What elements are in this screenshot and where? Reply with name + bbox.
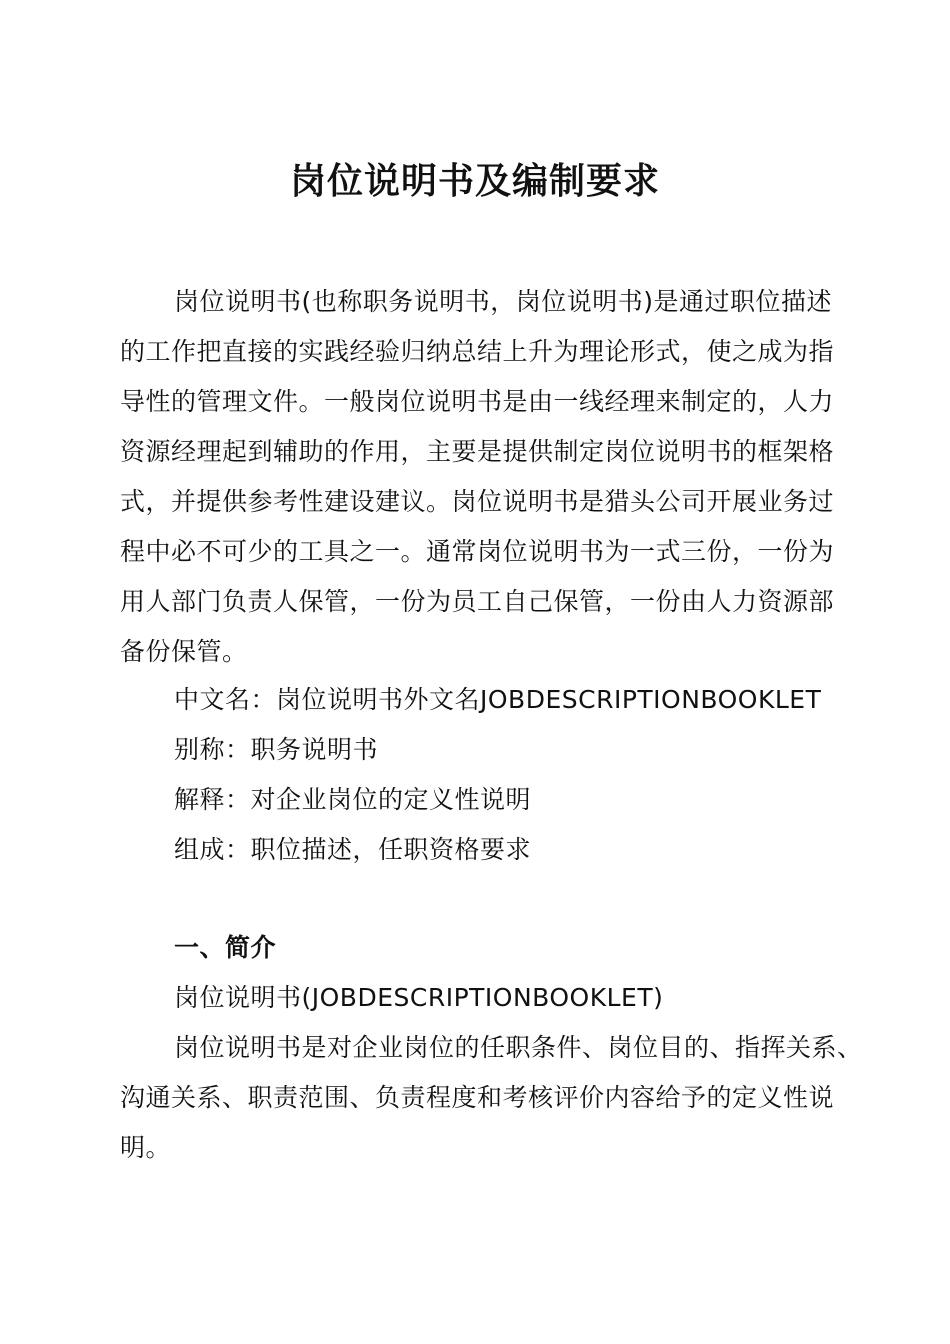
intro-line: 的工作把直接的实践经验归纳总结上升为理论形式，使之成为指 <box>120 337 835 366</box>
fact-composition: 组成：职位描述，任职资格要求 <box>174 835 532 864</box>
section-subtitle: 岗位说明书(JOBDESCRIPTIONBOOKLET) <box>174 983 664 1012</box>
intro-line: 备份保管。 <box>120 637 248 666</box>
document-title: 岗位说明书及编制要求 <box>289 161 660 202</box>
intro-line: 用人部门负责人保管，一份为员工自己保管，一份由人力资源部 <box>120 587 835 616</box>
intro-line: 导性的管理文件。一般岗位说明书是由一线经理来制定的，人力 <box>120 387 835 416</box>
fact-explanation: 解释：对企业岗位的定义性说明 <box>174 785 532 814</box>
fact-alias: 别称：职务说明书 <box>174 735 379 764</box>
section-body-line: 岗位说明书是对企业岗位的任职条件、岗位目的、指挥关系、 <box>174 1033 863 1062</box>
intro-line: 岗位说明书(也称职务说明书，岗位说明书)是通过职位描述 <box>174 287 833 316</box>
fact-chinese-name: 中文名：岗位说明书外文名JOBDESCRIPTIONBOOKLET <box>174 685 822 714</box>
intro-line: 程中必不可少的工具之一。通常岗位说明书为一式三份，一份为 <box>120 537 835 566</box>
intro-line: 资源经理起到辅助的作用，主要是提供制定岗位说明书的框架格 <box>120 437 835 466</box>
section-body-line: 明。 <box>120 1133 172 1162</box>
section-heading-intro: 一、简介 <box>174 933 277 962</box>
section-body-line: 沟通关系、职责范围、负责程度和考核评价内容给予的定义性说 <box>120 1083 835 1112</box>
intro-line: 式，并提供参考性建设建议。岗位说明书是猎头公司开展业务过 <box>120 487 835 516</box>
